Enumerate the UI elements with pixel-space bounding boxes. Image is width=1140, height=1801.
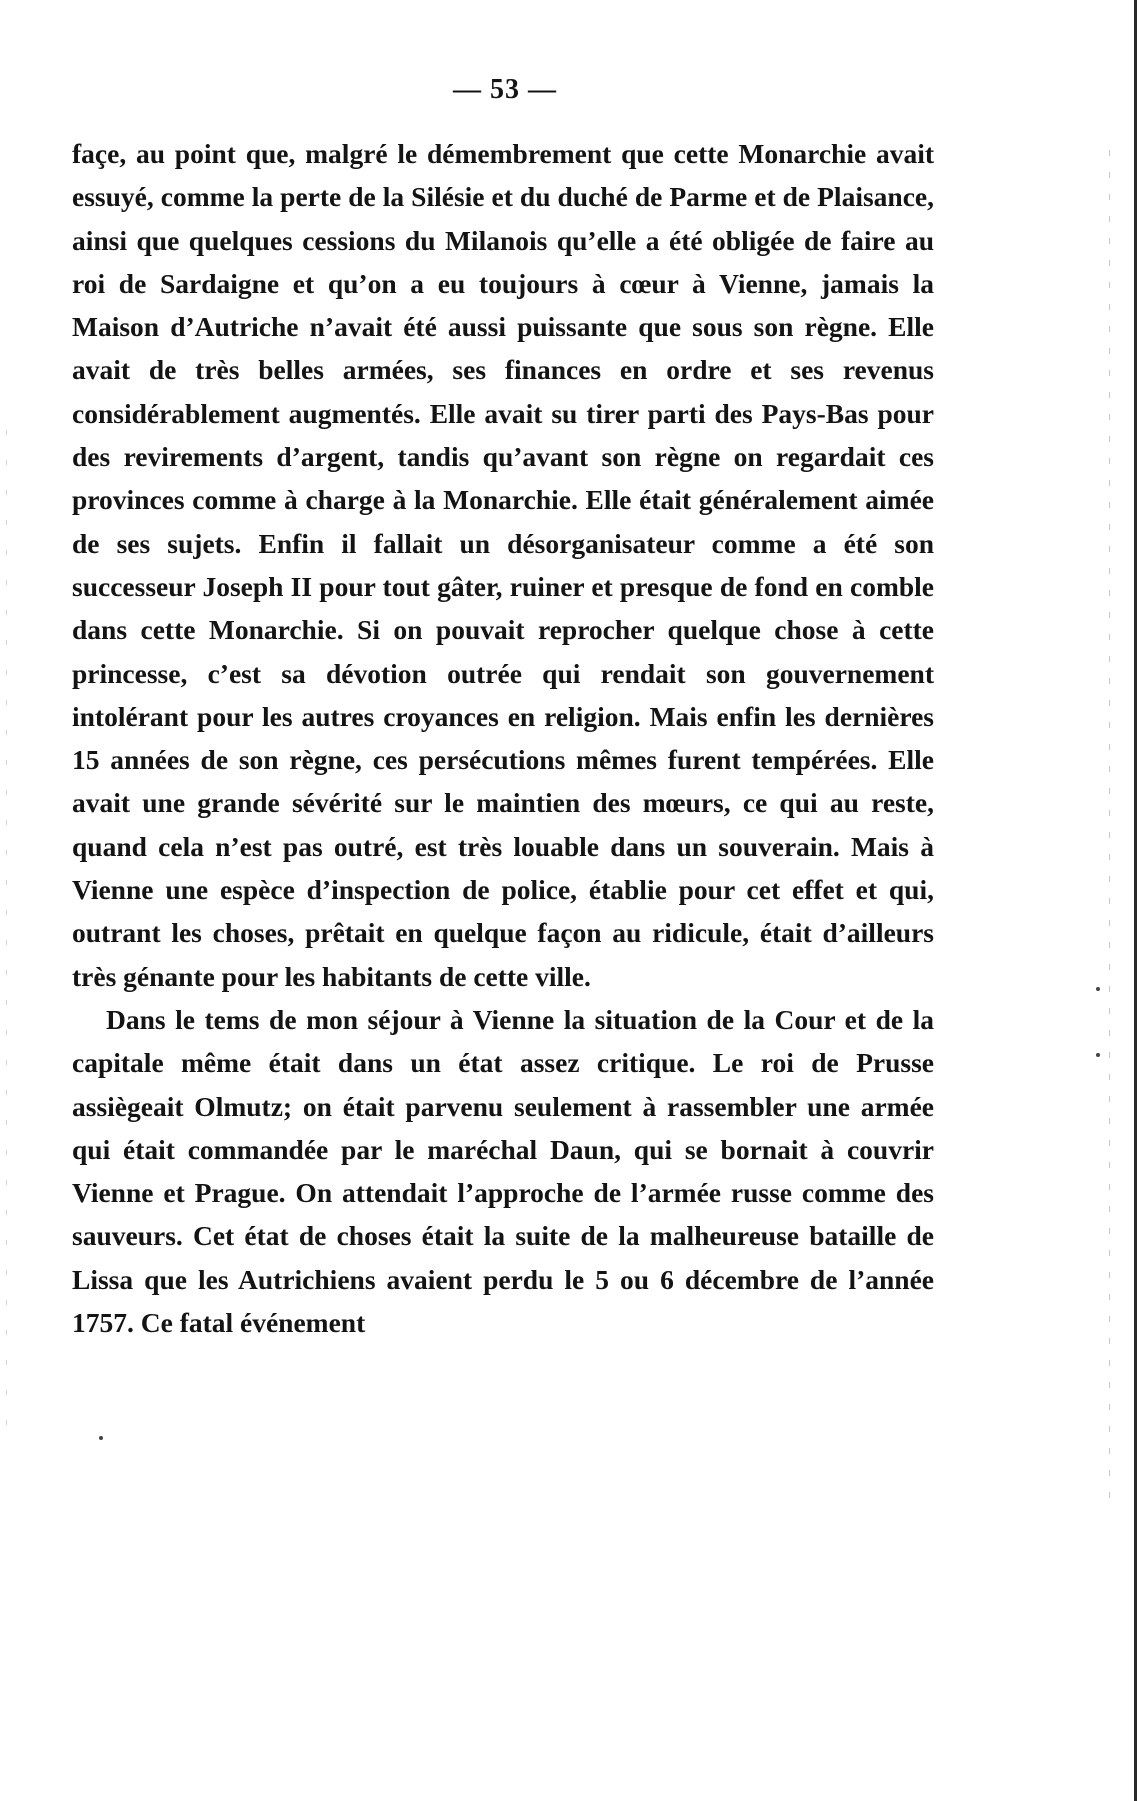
paragraph-2: Dans le tems de mon séjour à Vienne la situation de la Cour et de la capitale même était dans un état assez critique. Le roi de Prusse assiègeait Olmutz; on était parvenu seulement à rassembler une armée qui était commandée par le maréchal Daun, qui se bornait à couvrir Vienne et Prague. On attendait l’approche de l’armée russe comme des sauveurs. Cet état de choses était la suite de la malheureuse bataille de Lissa que les Autrichiens avaient perdu le 5 ou 6 décembre de l’année 1757. Ce fatal événement xyxy=(72,1003,934,1339)
page-edge-rule xyxy=(1134,0,1137,1801)
ink-speck xyxy=(1096,987,1100,991)
ink-speck xyxy=(1096,1053,1100,1057)
ink-speck xyxy=(99,1436,103,1440)
left-margin-marks xyxy=(6,430,7,1450)
body-text xyxy=(72,132,934,1344)
paragraph-1: façe, au point que, malgré le démembrement que cette Monarchie avait essuyé, comme la perte de la Silésie et du duché de Parme et de Plaisance, ainsi que quelques cessions du Milanois qu’elle a été obligée de faire au roi de Sardaigne et qu’on a eu toujours à cœur à Vienne, jamais la Maison d’Autriche n’avait été aussi puissante que sous son règne. Elle avait de très belles armées, ses finances en ordre et ses revenus considérablement augmentés. Elle avait su tirer parti des Pays-Bas pour des revirements d’argent, tandis qu’avant son règne on regardait ces provinces comme à charge à la Monarchie. Elle était généralement aimée de ses sujets. Enfin il fallait un désorganisateur comme a été son successeur Joseph II pour tout gâter, ruiner et presque de fond en comble dans cette Monarchie. Si on pouvait reprocher quelque chose à cette princesse, c’est sa dévotion outrée qui rendait son gouvernement intolérant pour les autres croyances en religion. Mais enfin les dernières 15 années de son règne, ces persécutions mêmes furent tempérées. Elle avait une grande sévérité sur le maintien des mœurs, ce qui au reste, quand cela n’est pas outré, est très louable dans un souverain. Mais à Vienne une espèce d’inspection de police, établie pour cet effet et qui, outrant les choses, prêtait en quelque façon au ridicule, était d’ailleurs très génante pour les habitants de cette ville. xyxy=(72,138,934,992)
margin-dotted-rule xyxy=(1109,150,1110,1500)
page-number: — 53 — xyxy=(453,74,557,105)
